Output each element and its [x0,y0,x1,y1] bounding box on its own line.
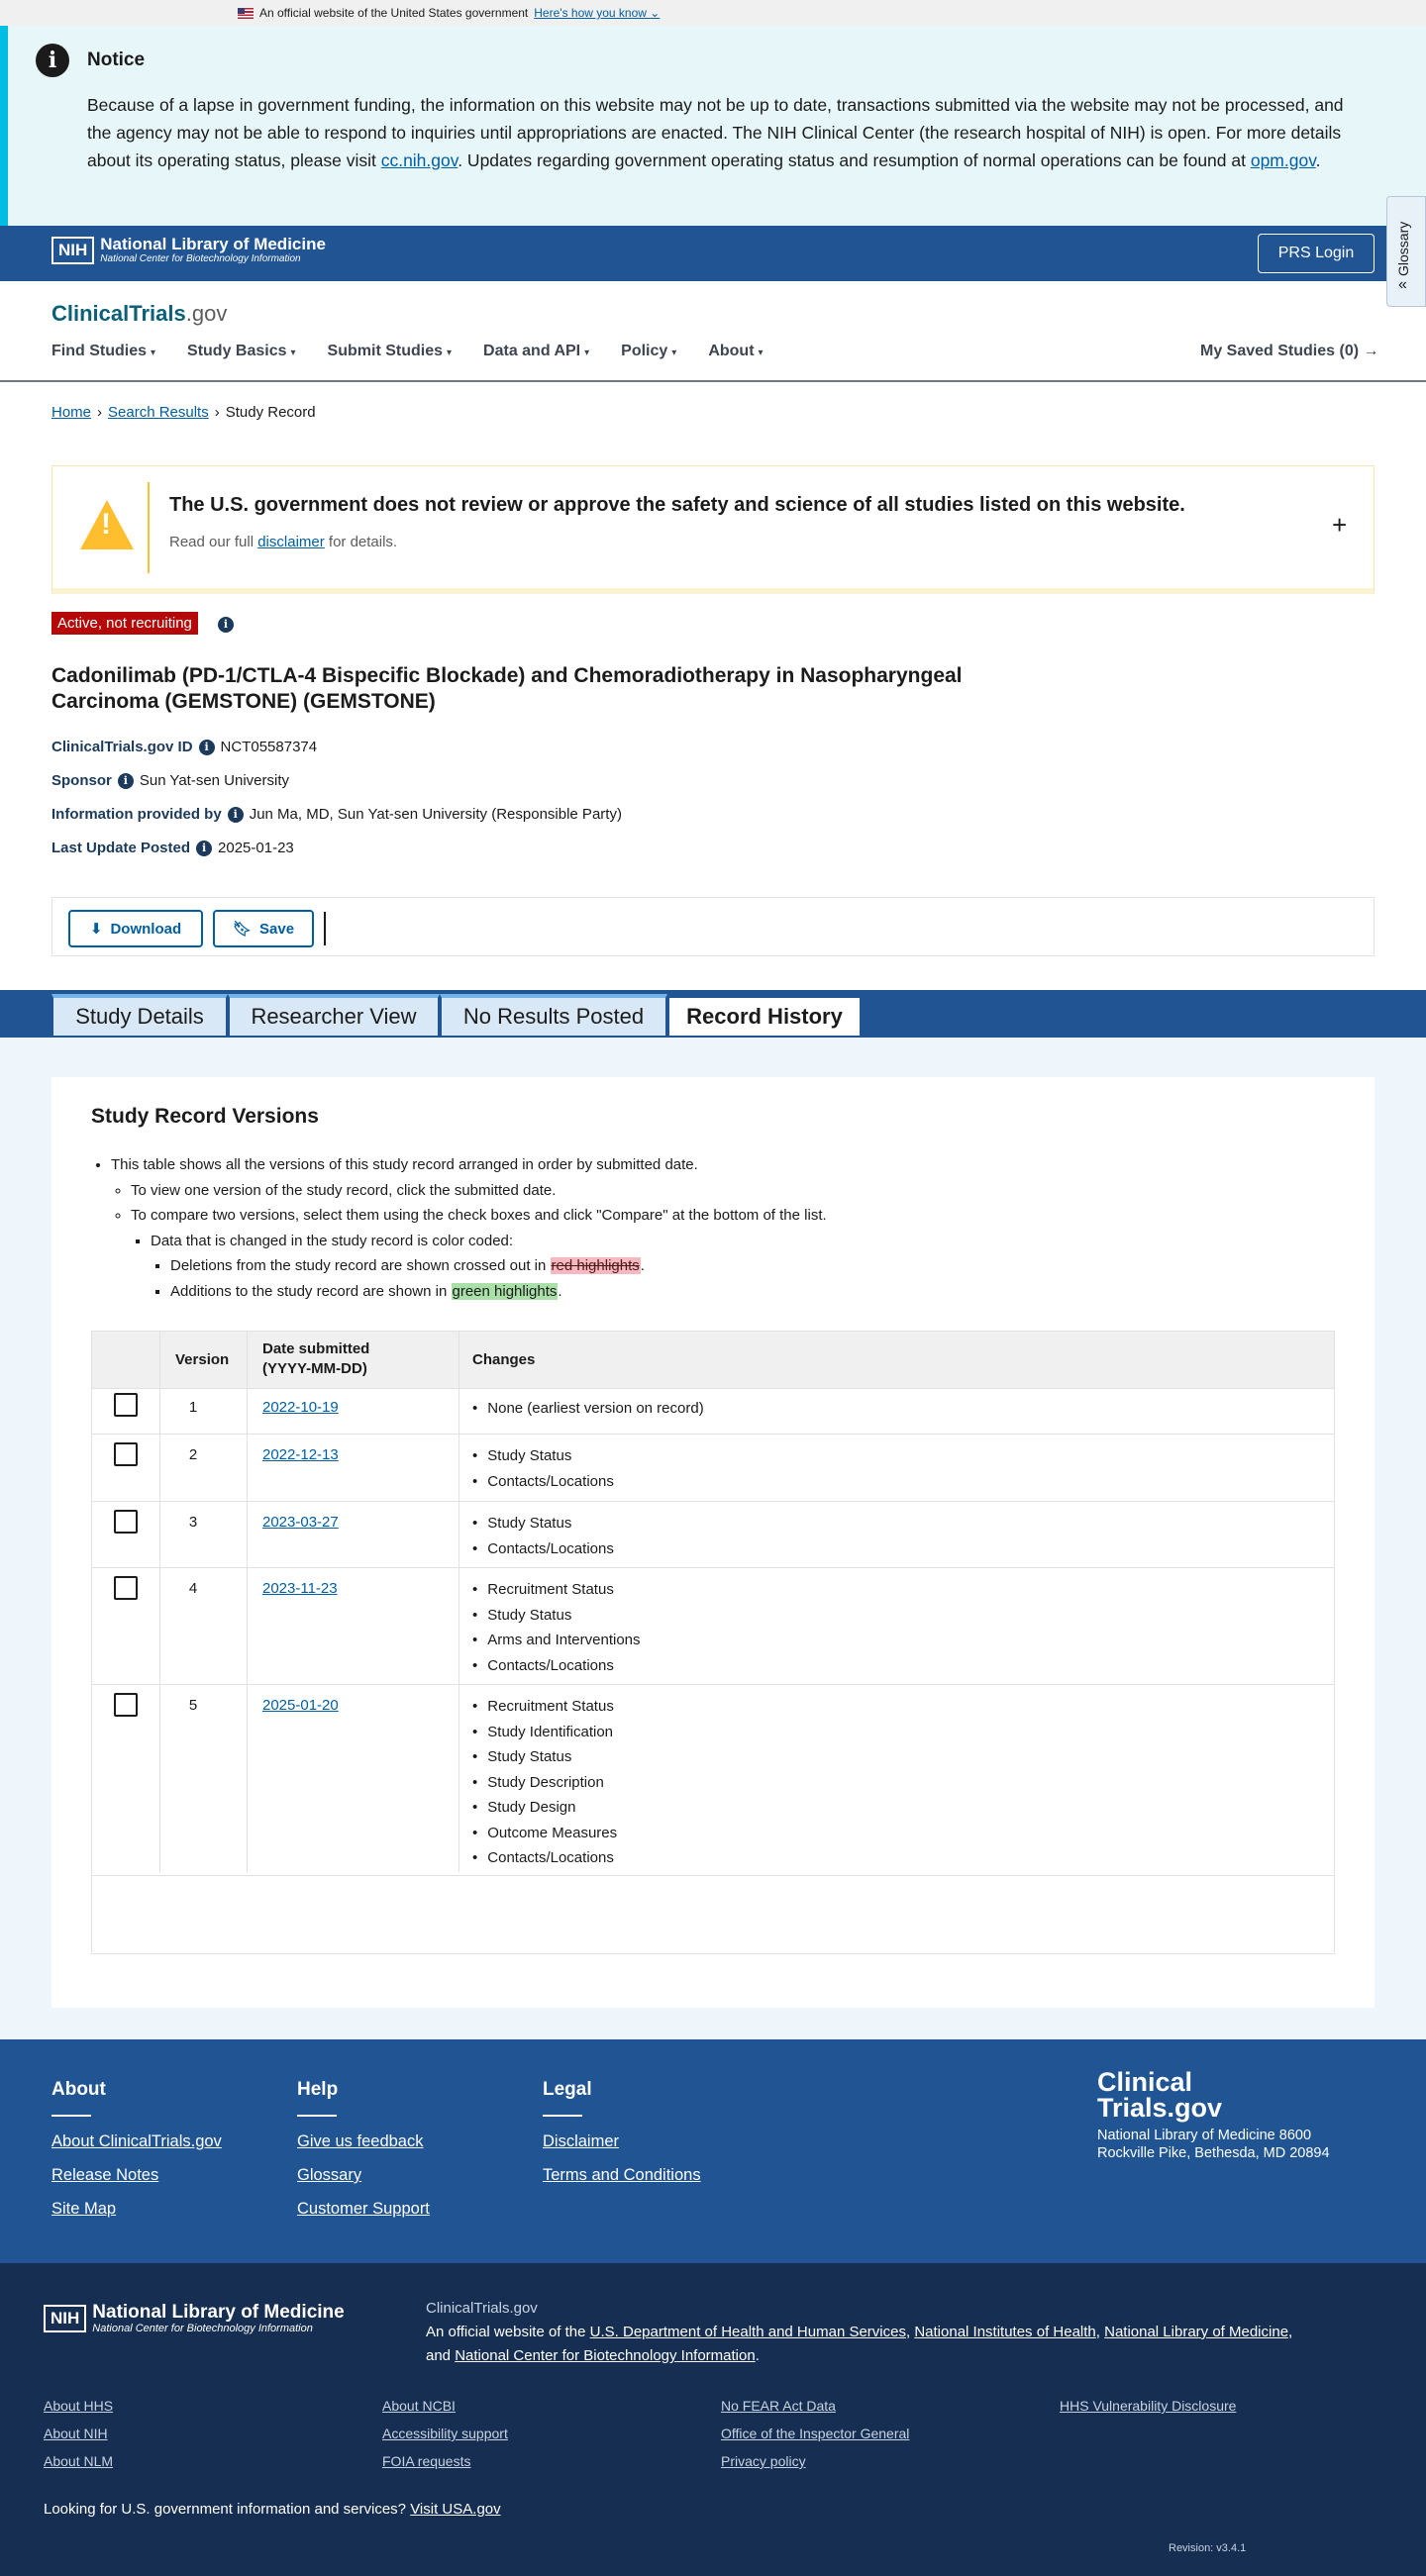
version-date-link[interactable]: 2023-03-27 [262,1514,339,1531]
sponsor-row [51,772,289,789]
version-number: 1 [188,1399,198,1416]
version-date-link[interactable]: 2025-01-20 [262,1697,339,1714]
download-button[interactable]: ⬇ Download [68,910,203,947]
footer-link[interactable]: Site Map [51,2200,117,2218]
main-nav [51,343,764,360]
sponsor-label: Sponsor [51,772,112,789]
caret-down-icon: ▾ [671,347,677,358]
disclaimer-divider [148,482,150,573]
disclaimer-text: Read our full disclaimer for details. [169,534,398,550]
ncbi-link[interactable]: National Center for Biotechnology Information [455,2347,756,2364]
breadcrumb-home[interactable]: Home [51,404,92,421]
change-item: • None (earliest version on record) [472,1396,704,1422]
info-icon[interactable]: i [196,841,212,856]
change-item: • Contacts/Locations [472,1469,614,1495]
versions-instructions [91,1152,827,1304]
tab-no-results-posted[interactable]: No Results Posted [440,994,667,1038]
red-highlight-sample: red highlights [551,1257,640,1274]
change-item: • Contacts/Locations [472,1536,614,1562]
site-footer [0,2039,1426,2263]
footer-legal-heading: Legal [543,2079,592,2100]
action-bar [51,897,1375,956]
footer-link[interactable]: Accessibility support [382,2426,508,2441]
shutdown-notice [0,26,1426,226]
change-item: • Arms and Interventions [472,1628,641,1653]
breadcrumb-current: Study Record [225,404,316,421]
nlm-footer [0,2263,1426,2576]
caret-down-icon: ▾ [290,347,296,358]
opm-link[interactable]: opm.gov [1250,150,1316,170]
version-changes [472,1511,614,1561]
prs-login-button[interactable]: PRS Login [1258,234,1375,273]
chevron-right-icon: › [214,404,220,421]
footer-links-col4 [1060,2398,1236,2426]
breadcrumb [51,404,316,421]
footer-about-heading: About [51,2079,106,2100]
instruction-intro: • This table shows all the versions of this study record arranged in order by submitted date. ◦ To view one version of the study record, click the submitted date. ◦ To compare two versions, select them using the check boxes and click "Compare" at the bottom of the list. ▪ Data that is changed in the study record is color coded: ▪ Deletions from the study record are shown crossed out in red highlights. ▪ Additions to the study record are shown in green highlights. [111,1152,827,1304]
nih-link[interactable]: National Institutes of Health [914,2324,1096,2340]
revision-text: Revision: v3.4.1 [1169,2542,1247,2554]
version-changes [472,1443,614,1494]
change-item: • Study Design [472,1795,617,1821]
instruction-additions: ▪ Additions to the study record are shown in green highlights. [170,1279,827,1305]
arrow-right-icon: → [1363,343,1379,359]
disclaimer-box [51,465,1375,594]
caret-down-icon: ▾ [151,347,156,358]
caret-down-icon: ▾ [584,347,590,358]
my-saved-studies-link[interactable]: My Saved Studies (0) → [1200,343,1379,359]
nav-submit-studies[interactable]: Submit Studies ▾ [327,343,453,359]
nlm-logo[interactable] [51,236,326,265]
last-update-value: 2025-01-23 [218,840,294,856]
usa-gov-link[interactable]: Visit USA.gov [410,2501,501,2518]
nav-study-basics[interactable]: Study Basics ▾ [187,343,296,359]
footer-link[interactable]: Glossary [297,2166,362,2184]
save-button[interactable]: 🔖︎ Save [213,910,314,947]
caret-down-icon: ▾ [758,347,764,358]
change-item: • Study Status [472,1511,614,1536]
nlm-link[interactable]: National Library of Medicine [1104,2324,1289,2340]
footer-link[interactable]: No FEAR Act Data [721,2398,836,2414]
version-checkbox[interactable] [114,1693,138,1717]
change-item: • Study Status [472,1443,614,1469]
footer-link[interactable]: About NCBI [382,2398,456,2414]
cc-nih-link[interactable]: cc.nih.gov [380,150,458,170]
study-title: Cadonilimab (PD-1/CTLA-4 Bispecific Blockade) and Chemoradiotherapy in Nasopharyngeal Carcinoma (GEMSTONE) (GEMSTONE) [51,664,963,713]
tab-researcher-view[interactable]: Researcher View [228,994,440,1038]
change-item: • Contacts/Locations [472,1653,641,1679]
change-item: • Recruitment Status [472,1694,617,1720]
nih-logo-box: NIH [51,237,94,264]
version-number: 3 [188,1514,198,1531]
nlm-header [0,226,1426,281]
footer-link[interactable]: Release Notes [51,2166,159,2184]
instruction-color-coded: ▪ Data that is changed in the study record is color coded: ▪ Deletions from the study record are shown crossed out in red highlights. ▪ Additions to the study record are shown in green highlights. [151,1229,827,1305]
change-item: • Recruitment Status [472,1577,641,1603]
nav-data-and-api[interactable]: Data and API ▾ [483,343,590,359]
version-changes [472,1694,617,1871]
official-website-text: ClinicalTrials.gov An official website of the U.S. Department of Health and Human Services, National Institutes of Health, National Library of Medicine, and National Center for Biotechnology Information. [426,2300,1293,2364]
instruction-deletions: ▪ Deletions from the study record are shown crossed out in red highlights. [170,1253,827,1279]
version-checkbox[interactable] [114,1393,138,1417]
notice-title: Notice [87,50,146,70]
chevrons-left-icon: « [1398,276,1407,293]
footer-address: National Library of Medicine 8600 Rockville Pike, Bethesda, MD 20894 [1097,2128,1330,2161]
footer-link[interactable]: Terms and Conditions [543,2166,701,2184]
version-changes [472,1396,704,1422]
version-number: 2 [188,1446,198,1463]
green-highlight-sample: green highlights [452,1282,558,1300]
chevron-down-icon: ⌄ [650,6,661,20]
change-item: • Study Status [472,1603,641,1629]
disclaimer-link[interactable]: disclaimer [257,534,325,550]
instruction-compare: ◦ To compare two versions, select them using the check boxes and click "Compare" at the bottom of the list. ▪ Data that is changed in the study record is color coded: ▪ Deletions from the study record are shown crossed out in red highlights. ▪ Additions to the study record are shown in green highlights. [131,1203,827,1304]
instruction-view: ◦ To view one version of the study record, click the submitted date. [131,1178,827,1204]
disclaimer-title: The U.S. government does not review or approve the safety and science of all studies listed on this website. [169,494,1185,516]
glossary-tab[interactable] [1386,196,1426,307]
record-versions-card [51,1077,1375,2008]
version-number: 5 [188,1697,198,1714]
col-changes: Changes [472,1351,536,1368]
footer-link[interactable]: Customer Support [297,2200,430,2218]
ncbi-subtitle: National Center for Biotechnology Information [100,253,301,264]
action-divider [324,912,326,945]
change-item: • Study Description [472,1770,617,1796]
table-row [92,1399,1334,1435]
info-icon[interactable]: i [199,740,215,755]
change-item: • Study Status [472,1744,617,1770]
last-update-row [51,840,294,856]
footer-nlm-logo[interactable]: NIH National Library of Medicine National Center for Biotechnology Information [44,2303,345,2334]
nav-find-studies[interactable]: Find Studies ▾ [51,343,156,359]
tab-record-history[interactable]: Record History [667,994,862,1038]
footer-link[interactable]: Give us feedback [297,2132,424,2150]
study-id-value: NCT05587374 [220,739,318,755]
footer-link[interactable]: Disclaimer [543,2132,620,2150]
tab-study-details[interactable]: Study Details [51,994,228,1038]
col-version: Version [175,1351,230,1368]
versions-table-header [92,1332,1334,1389]
table-row [92,1685,1334,1876]
version-changes [472,1577,641,1678]
hhs-link[interactable]: U.S. Department of Health and Human Services [589,2324,906,2340]
usa-gov-text: Looking for U.S. government information and services? Visit USA.gov [44,2501,501,2518]
footer-link[interactable]: About NIH [44,2426,108,2441]
gov-banner [0,0,1426,26]
footer-link[interactable]: Privacy policy [721,2453,806,2469]
col-date-submitted: Date submitted (YYYY-MM-DD) [262,1340,370,1377]
nav-divider [0,380,1426,382]
footer-link[interactable]: FOIA requests [382,2453,471,2469]
chevron-right-icon: › [97,404,103,421]
study-id-label: ClinicalTrials.gov ID [51,739,193,755]
bookmark-icon: 🔖︎ [232,921,252,938]
footer-links-col2 [382,2398,508,2481]
footer-help-heading: Help [297,2079,339,2100]
footer-help-column [297,2079,430,2233]
version-date-link[interactable]: 2023-11-23 [262,1580,338,1597]
footer-link[interactable]: HHS Vulnerability Disclosure [1060,2398,1237,2414]
footer-link[interactable]: About ClinicalTrials.gov [51,2132,222,2150]
breadcrumb-search-results[interactable]: Search Results [108,404,209,421]
table-row [92,1435,1334,1502]
version-date-link[interactable]: 2022-10-19 [262,1399,339,1416]
expand-plus-icon[interactable]: + [1332,510,1348,540]
change-item: • Contacts/Locations [472,1845,617,1871]
nlm-title: National Library of Medicine [100,235,326,253]
footer-link[interactable]: About NLM [44,2453,114,2469]
version-number: 4 [188,1580,198,1597]
notice-body: Because of a lapse in government funding, the information on this website may not be up to date, transactions submitted via the website may not be processed, and the agency may not be able to respond to inquiries until appropriations are enacted. The NIH Clinical Center (the research hospital of NIH) is open. For more details about its operating status, please visit cc.nih.gov. Updates regarding government operating status and resumption of normal operations can be found at opm.gov. [87,95,1344,170]
change-item: • Outcome Measures [472,1821,617,1846]
footer-ctgov-logo: Clinical Trials.gov National Library of Medicine 8600 Rockville Pike, Bethesda, MD 20894 [1097,2069,1345,2162]
download-icon: ⬇ [89,921,103,938]
info-icon[interactable]: i [228,807,244,823]
footer-links-col1 [44,2398,113,2481]
nav-policy[interactable]: Policy ▾ [621,343,677,359]
last-update-label: Last Update Posted [51,840,191,856]
sponsor-value: Sun Yat-sen University [139,772,290,789]
footer-about-column [51,2079,222,2233]
version-date-link[interactable]: 2022-12-13 [262,1446,339,1463]
table-row [92,1502,1334,1568]
info-provided-row [51,806,622,823]
version-checkbox[interactable] [114,1442,138,1466]
version-checkbox[interactable] [114,1510,138,1534]
nav-about[interactable]: About ▾ [708,343,764,359]
warning-icon [80,500,134,549]
versions-heading: Study Record Versions [91,1105,319,1128]
versions-table [91,1331,1335,1954]
info-icon: i [36,44,69,77]
glossary-label: Glossary [1395,221,1411,276]
info-provided-value: Jun Ma, MD, Sun Yat-sen University (Responsible Party) [249,806,622,823]
info-provided-label: Information provided by [51,806,222,823]
version-checkbox[interactable] [114,1576,138,1600]
us-flag-icon [238,8,254,19]
gov-banner-text: An official website of the United States government [259,6,529,20]
footer-legal-column [543,2079,701,2200]
table-row [92,1568,1334,1685]
tabs-bar [0,990,1426,1038]
clinicaltrials-logo[interactable]: ClinicalTrials.gov [51,301,228,326]
status-badge: Active, not recruiting [51,612,198,635]
change-item: • Study Identification [472,1720,617,1745]
heres-how-you-know-link[interactable]: Here's how you know ⌄ [534,6,661,20]
study-id-row [51,739,317,755]
info-icon[interactable]: i [118,773,134,789]
footer-links-col3 [721,2398,909,2481]
status-info-icon[interactable]: i [218,617,234,633]
footer-link[interactable]: About HHS [44,2398,114,2414]
caret-down-icon: ▾ [447,347,453,358]
footer-link[interactable]: Office of the Inspector General [721,2426,910,2441]
